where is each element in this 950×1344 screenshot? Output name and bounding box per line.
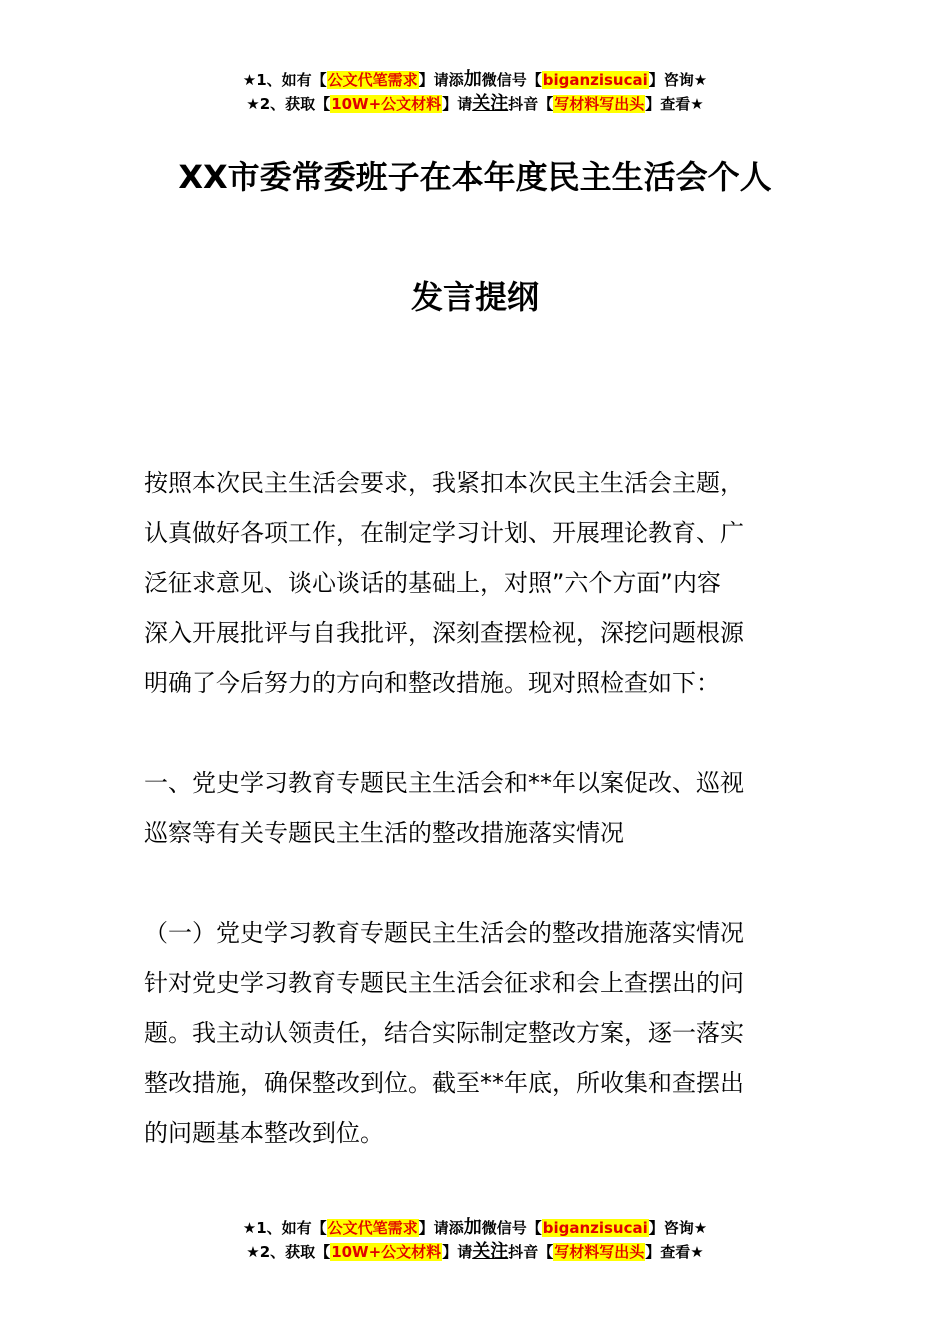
paragraph-line: 深入开展批评与自我批评，深刻查摆检视，深挖问题根源 <box>144 619 744 647</box>
intro-paragraph <box>144 458 810 708</box>
banner-text: 】请添 <box>418 71 464 89</box>
paragraph-line: 题。我主动认领责任，结合实际制定整改方案，逐一落实 <box>144 1019 744 1047</box>
banner-text: 】咨询★ <box>648 1219 708 1237</box>
paragraph-line: （一）党史学习教育专题民主生活会的整改措施落实情况 <box>144 919 744 947</box>
top-banner <box>0 68 950 116</box>
paragraph-line: 认真做好各项工作，在制定学习计划、开展理论教育、广 <box>144 519 744 547</box>
banner-line-1 <box>0 1216 950 1240</box>
banner-highlight: 写材料写出头 <box>554 95 645 113</box>
section-heading-1 <box>144 758 810 858</box>
banner-text: 】请添 <box>418 1219 464 1237</box>
bottom-banner <box>0 1216 950 1264</box>
banner-text: 微信号【 <box>481 71 542 89</box>
banner-highlight: biganzisucai <box>542 71 648 89</box>
banner-text: 微信号【 <box>481 1219 542 1237</box>
banner-highlight: 10W+公文材料 <box>331 95 442 113</box>
banner-text: 抖音【 <box>508 1243 554 1261</box>
banner-text: ★1、如有【 <box>242 1219 327 1237</box>
banner-highlight: 写材料写出头 <box>554 1243 645 1261</box>
banner-emphasis: 加 <box>463 1217 482 1238</box>
paragraph-line: 巡察等有关专题民主生活的整改措施落实情况 <box>144 819 624 847</box>
banner-text: 】请 <box>442 95 473 113</box>
banner-emphasis: 加 <box>463 69 482 90</box>
banner-emphasis: 关注 <box>472 1241 509 1262</box>
paragraph-line: 的问题基本整改到位。 <box>144 1119 384 1147</box>
banner-text: 】咨询★ <box>648 71 708 89</box>
banner-highlight: 公文代笔需求 <box>327 71 418 89</box>
banner-line-1 <box>0 68 950 92</box>
banner-text: ★1、如有【 <box>242 71 327 89</box>
document-title-line-2: 发言提纲 <box>410 278 539 316</box>
banner-text: 】查看★ <box>645 1243 704 1261</box>
banner-highlight: 10W+公文材料 <box>331 1243 442 1261</box>
banner-highlight: biganzisucai <box>542 1219 648 1237</box>
banner-emphasis: 关注 <box>472 93 509 114</box>
subsection-paragraph <box>144 908 810 1158</box>
banner-text: ★2、获取【 <box>246 1243 331 1261</box>
paragraph-line: 泛征求意见、谈心谈话的基础上，对照”六个方面”内容 <box>144 569 721 597</box>
paragraph-line: 明确了今后努力的方向和整改措施。现对照检查如下： <box>144 669 720 697</box>
banner-highlight: 公文代笔需求 <box>327 1219 418 1237</box>
banner-line-2 <box>0 92 950 116</box>
paragraph-line: 按照本次民主生活会要求，我紧扣本次民主生活会主题， <box>144 469 744 497</box>
banner-text: 】请 <box>442 1243 473 1261</box>
banner-text: 】查看★ <box>645 95 704 113</box>
banner-line-2 <box>0 1240 950 1264</box>
banner-text: ★2、获取【 <box>246 95 331 113</box>
document-title-line-1: XX市委常委班子在本年度民主生活会个人 <box>178 158 772 196</box>
banner-text: 抖音【 <box>508 95 554 113</box>
paragraph-line: 一、党史学习教育专题民主生活会和**年以案促改、巡视 <box>144 769 744 797</box>
paragraph-line: 整改措施，确保整改到位。截至**年底，所收集和查摆出 <box>144 1069 744 1097</box>
paragraph-line: 针对党史学习教育专题民主生活会征求和会上查摆出的问 <box>144 969 744 997</box>
